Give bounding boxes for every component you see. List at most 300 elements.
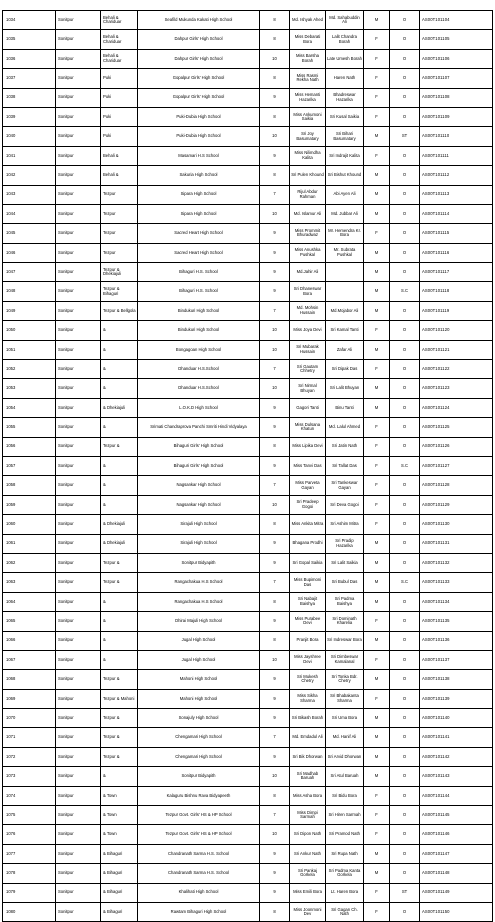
father-cell: Abi Ayen Ali [326,185,364,204]
student-cell: Pranjit Bora [290,631,326,650]
block-cell: Puki [101,88,138,107]
father-cell: Md. Lalul Ahmed [326,418,364,437]
district-cell: Sonitpur [56,360,101,379]
registration-id-cell: AS00T101150 [420,902,493,921]
table-row [3,883,493,902]
registration-id-cell: AS00T101109 [420,107,493,126]
category-cell: O [390,767,420,786]
gender-cell: M [364,844,390,863]
district-cell: Sonitpur [56,631,101,650]
class-cell: 9 [260,263,290,282]
table-row [3,747,493,766]
school-cell: Srimati Chandraprova Panchi Smriti Hindi Vidyalaya [138,418,260,437]
father-cell: Sri Indreswar Bora [326,631,364,650]
category-cell: O [390,49,420,68]
school-cell: Rangachakua H.S School [138,592,260,611]
category-cell: O [390,864,420,883]
district-cell: Sonitpur [56,456,101,475]
school-cell: Tezpur Govt. Girls' HS & HP School [138,825,260,844]
father-cell: Haren Nath [326,69,364,88]
block-cell: Puki [101,107,138,126]
serial-cell: 1042 [3,166,56,185]
student-cell: Sri Mukesh Chetry [290,670,326,689]
serial-cell: 1078 [3,864,56,883]
serial-cell: 1067 [3,650,56,669]
district-cell: Sonitpur [56,476,101,495]
gender-cell: M [364,127,390,146]
father-cell: Sri Jatin Nath [326,437,364,456]
gender-cell: F [364,883,390,902]
serial-cell: 1038 [3,88,56,107]
category-cell: O [390,30,420,49]
gender-cell: M [364,767,390,786]
table-row [3,534,493,553]
serial-cell: 1058 [3,476,56,495]
table-row [3,670,493,689]
block-cell: & [101,456,138,475]
father-cell: Sri Bubul Das [326,573,364,592]
records-table [2,10,493,922]
district-cell: Sonitpur [56,437,101,456]
table-row [3,864,493,883]
school-cell: Sipara High School [138,185,260,204]
serial-cell: 1077 [3,844,56,863]
block-cell: & [101,612,138,631]
category-cell: O [390,243,420,262]
category-cell: O [390,786,420,805]
father-cell: Sri Deva Gogoi [326,495,364,514]
district-cell: Sonitpur [56,340,101,359]
class-cell: 7 [260,476,290,495]
class-cell: 8 [260,69,290,88]
school-cell: Sacred Heart High School [138,224,260,243]
district-cell: Sonitpur [56,806,101,825]
student-cell: Miss Asha Bora [290,786,326,805]
district-cell: Sonitpur [56,573,101,592]
student-cell: Md.Jahir Ali [290,263,326,282]
school-cell: Seafild Mukunda Kakati High School [138,11,260,30]
district-cell: Sonitpur [56,146,101,165]
father-cell: Sri Gagan Ch. Nath [326,902,364,921]
student-cell: Sri Nirmal Bhuyan [290,379,326,398]
district-cell: Sonitpur [56,592,101,611]
serial-cell: 1063 [3,573,56,592]
table-row [3,902,493,921]
student-cell: Miss Hemanti Hazarika [290,88,326,107]
student-cell: Sri Pradeep Gogoi [290,495,326,514]
father-cell: Mr. Subrata Pushkal [326,243,364,262]
school-cell: Bihaguri Girls' High School [138,437,260,456]
table-row [3,844,493,863]
district-cell: Sonitpur [56,767,101,786]
registration-id-cell: AS00T101110 [420,127,493,146]
table-row [3,185,493,204]
registration-id-cell: AS00T101134 [420,592,493,611]
gender-cell: M [364,534,390,553]
registration-id-cell: AS00T101139 [420,689,493,708]
registration-id-cell: AS00T101145 [420,806,493,825]
registration-id-cell: AS00T101147 [420,844,493,863]
registration-id-cell: AS00T101140 [420,709,493,728]
father-cell: Sri Tankeswar Gayan [326,476,364,495]
gender-cell: F [364,515,390,534]
block-cell: Behali & Chariduar [101,11,138,30]
district-cell: Sonitpur [56,49,101,68]
student-cell: Rijul Abdur Rahman [290,185,326,204]
father-cell: Sri Bhabakanta Sharma [326,689,364,708]
table-row [3,456,493,475]
gender-cell: F [364,49,390,68]
table-row [3,767,493,786]
table-row [3,263,493,282]
serial-cell: 1037 [3,69,56,88]
category-cell: O [390,321,420,340]
category-cell: O [390,204,420,223]
block-cell: Puki [101,69,138,88]
class-cell: 9 [260,553,290,572]
student-cell: Sri Nabajit Baishya [290,592,326,611]
table-row [3,592,493,611]
category-cell: ST [390,127,420,146]
serial-cell: 1057 [3,456,56,475]
category-cell: O [390,709,420,728]
class-cell: 9 [260,864,290,883]
school-cell: Sacred Heart High School [138,243,260,262]
block-cell: & Town [101,786,138,805]
student-cell: Sri Mubarak Hussain [290,340,326,359]
serial-cell: 1054 [3,398,56,417]
category-cell: S.C [390,282,420,301]
class-cell: 8 [260,107,290,126]
category-cell: O [390,689,420,708]
table-row [3,224,493,243]
gender-cell: M [364,340,390,359]
school-cell: Dhirai Majuli High School [138,612,260,631]
school-cell: Gopalpur Girls' High School [138,69,260,88]
student-cell: Bhagana Prodhi [290,534,326,553]
category-cell: O [390,301,420,320]
table-row [3,30,493,49]
student-cell: Sri Bikash Borah [290,709,326,728]
father-cell: Sri Pradip Hazarika [326,534,364,553]
serial-cell: 1059 [3,495,56,514]
district-cell: Sonitpur [56,321,101,340]
school-cell: Chandranath Sarma H.S. School [138,864,260,883]
father-cell: Lt. Haren Bora [326,883,364,902]
class-cell: 9 [260,282,290,301]
class-cell: 9 [260,418,290,437]
school-cell: Jugal High School [138,631,260,650]
block-cell: Tezpur & Bihaguri [101,282,138,301]
block-cell: Tezpur & [101,709,138,728]
table-row [3,437,493,456]
category-cell: O [390,185,420,204]
table-row [3,728,493,747]
registration-id-cell: AS00T101106 [420,49,493,68]
school-cell: Dahpur Girls' High School [138,30,260,49]
student-cell: Sri Pankaj Gorkela [290,864,326,883]
serial-cell: 1068 [3,670,56,689]
serial-cell: 1050 [3,321,56,340]
registration-id-cell: AS00T101127 [420,456,493,475]
district-cell: Sonitpur [56,728,101,747]
gender-cell: F [364,418,390,437]
class-cell: 9 [260,883,290,902]
table-row [3,243,493,262]
registration-id-cell: AS00T101138 [420,670,493,689]
school-cell: Chandranath Sarma H.S. School [138,844,260,863]
block-cell: & Dhekiajuli [101,398,138,417]
table-row [3,612,493,631]
serial-cell: 1052 [3,360,56,379]
father-cell: Bhadreswar Hazarika [326,88,364,107]
district-cell: Sonitpur [56,69,101,88]
registration-id-cell: AS00T101107 [420,69,493,88]
gender-cell: M [364,398,390,417]
school-cell: Bihaguri H.S. School [138,282,260,301]
table-row [3,631,493,650]
father-cell: Md.Mojabor Ali [326,301,364,320]
student-cell: Miss Anushka Pushkal [290,243,326,262]
father-cell: Sri Rupa Nath [326,844,364,863]
block-cell: & Town [101,806,138,825]
block-cell: & [101,321,138,340]
table-row [3,88,493,107]
class-cell: 10 [260,767,290,786]
gender-cell: M [364,11,390,30]
category-cell: O [390,902,420,921]
school-cell: Puki-Dubia High School [138,107,260,126]
district-cell: Sonitpur [56,825,101,844]
class-cell: 8 [260,11,290,30]
class-cell: 8 [260,30,290,49]
class-cell: 8 [260,631,290,650]
school-cell: Chengamari High School [138,728,260,747]
class-cell: 7 [260,301,290,320]
district-cell: Sonitpur [56,379,101,398]
gender-cell: M [364,573,390,592]
category-cell: ST [390,883,420,902]
school-cell: Chengamari High School [138,747,260,766]
registration-id-cell: AS00T101104 [420,11,493,30]
father-cell: Sri Hiren Sarmah [326,806,364,825]
category-cell: O [390,806,420,825]
class-cell: 8 [260,437,290,456]
block-cell: Behali & [101,166,138,185]
class-cell: 9 [260,146,290,165]
category-cell: O [390,631,420,650]
gender-cell: F [364,456,390,475]
father-cell: Zafar Ali [326,340,364,359]
block-cell: Behali & [101,146,138,165]
district-cell: Sonitpur [56,534,101,553]
father-cell: Md. Sahabuddin Ali [326,11,364,30]
father-cell: Sri Tallat Das [326,456,364,475]
category-cell: S.C [390,573,420,592]
student-cell: Miss Dulsana Khatun [290,418,326,437]
block-cell: Tezpur [101,204,138,223]
block-cell: & Bihaguri [101,864,138,883]
father-cell: Sri Bishut Khound [326,166,364,185]
class-cell: 10 [260,340,290,359]
gender-cell: F [364,806,390,825]
gender-cell: F [364,650,390,669]
table-row [3,553,493,572]
serial-cell: 1046 [3,243,56,262]
student-cell: Sri Dhaneswar Bora [290,282,326,301]
student-cell: Miss Jayshree Devi [290,650,326,669]
gender-cell: F [364,689,390,708]
block-cell: & Bihaguri [101,844,138,863]
block-cell: Tezpur & [101,437,138,456]
category-cell: O [390,263,420,282]
block-cell: Tezpur & [101,728,138,747]
table-row [3,49,493,68]
district-cell: Sonitpur [56,107,101,126]
table-row [3,321,493,340]
serial-cell: 1036 [3,49,56,68]
student-cell: Miss Nilimdha Kalita [290,146,326,165]
registration-id-cell: AS00T101137 [420,650,493,669]
records-sheet [2,10,492,922]
registration-id-cell: AS00T101148 [420,864,493,883]
gender-cell: M [364,282,390,301]
class-cell: 9 [260,398,290,417]
class-cell: 8 [260,902,290,921]
table-row [3,709,493,728]
registration-id-cell: AS00T101108 [420,88,493,107]
student-cell: Md. Mohsin Hussain [290,301,326,320]
block-cell: Behali & Chariduar [101,49,138,68]
district-cell: Sonitpur [56,902,101,921]
serial-cell: 1072 [3,747,56,766]
school-cell: Masamari H.S School [138,146,260,165]
category-cell: O [390,418,420,437]
school-cell: Sipara High School [138,204,260,223]
registration-id-cell: AS00T101115 [420,224,493,243]
gender-cell: F [364,321,390,340]
student-cell: Md. Emdadul Ali [290,728,326,747]
gender-cell: F [364,360,390,379]
student-cell: Miss Sikha Sharma [290,689,326,708]
category-cell: O [390,166,420,185]
category-cell: O [390,515,420,534]
student-cell: Miss Joya Devi [290,321,326,340]
serial-cell: 1079 [3,883,56,902]
table-row [3,204,493,223]
school-cell: Rawtam Bihaguri High School [138,902,260,921]
class-cell: 7 [260,573,290,592]
table-row [3,282,493,301]
table-row [3,786,493,805]
serial-cell: 1034 [3,11,56,30]
gender-cell: F [364,88,390,107]
registration-id-cell: AS00T101112 [420,166,493,185]
block-cell: Tezpur & Bellgola [101,301,138,320]
class-cell: 9 [260,88,290,107]
class-cell: 7 [260,728,290,747]
serial-cell: 1074 [3,786,56,805]
registration-id-cell: AS00T101132 [420,553,493,572]
district-cell: Sonitpur [56,786,101,805]
gender-cell: F [364,902,390,921]
school-cell: Nagsankar High School [138,476,260,495]
block-cell: Tezpur & Dhekiajuli [101,263,138,282]
serial-cell: 1056 [3,437,56,456]
school-cell: Dahpur Girls' High School [138,49,260,68]
father-cell: Lalit Chandra Borah [326,30,364,49]
category-cell: O [390,69,420,88]
serial-cell: 1035 [3,30,56,49]
serial-cell: 1041 [3,146,56,165]
category-cell: O [390,670,420,689]
district-cell: Sonitpur [56,243,101,262]
gender-cell: F [364,495,390,514]
registration-id-cell: AS00T101129 [420,495,493,514]
father-cell [326,263,364,282]
gender-cell: M [364,728,390,747]
table-row [3,825,493,844]
table-row [3,495,493,514]
gender-cell: M [364,553,390,572]
block-cell: & [101,360,138,379]
block-cell: Puki [101,127,138,146]
school-cell: Mahoni High School [138,670,260,689]
block-cell: & [101,592,138,611]
registration-id-cell: AS00T101143 [420,767,493,786]
district-cell: Sonitpur [56,185,101,204]
gender-cell: M [364,379,390,398]
school-cell: L.O.K.D High School [138,398,260,417]
district-cell: Sonitpur [56,864,101,883]
gender-cell: M [364,864,390,883]
school-cell: Dhanduar H.S.School [138,379,260,398]
district-cell: Sonitpur [56,689,101,708]
class-cell: 9 [260,224,290,243]
serial-cell: 1076 [3,825,56,844]
district-cell: Sonitpur [56,301,101,320]
father-cell: Binu Tanti [326,398,364,417]
student-cell: Sri Madhab Baruah [290,767,326,786]
class-cell: 9 [260,612,290,631]
table-row [3,476,493,495]
table-row [3,650,493,669]
gender-cell: F [364,224,390,243]
serial-cell: 1065 [3,612,56,631]
school-cell: Sirajuli High School [138,515,260,534]
registration-id-cell: AS00T101141 [420,728,493,747]
table-body [3,11,493,922]
class-cell: 8 [260,166,290,185]
gender-cell: M [364,185,390,204]
category-cell: O [390,146,420,165]
district-cell: Sonitpur [56,263,101,282]
district-cell: Sonitpur [56,282,101,301]
serial-cell: 1047 [3,263,56,282]
class-cell: 9 [260,747,290,766]
block-cell: & [101,650,138,669]
class-cell: 8 [260,786,290,805]
class-cell: 8 [260,515,290,534]
gender-cell: F [364,437,390,456]
school-cell: Khalihati High School [138,883,260,902]
registration-id-cell: AS00T101105 [420,30,493,49]
serial-cell: 1075 [3,806,56,825]
father-cell: Sri Arvid Dhorwan [326,747,364,766]
category-cell: O [390,379,420,398]
student-cell: Miss Barsha Borah [290,49,326,68]
category-cell: O [390,747,420,766]
